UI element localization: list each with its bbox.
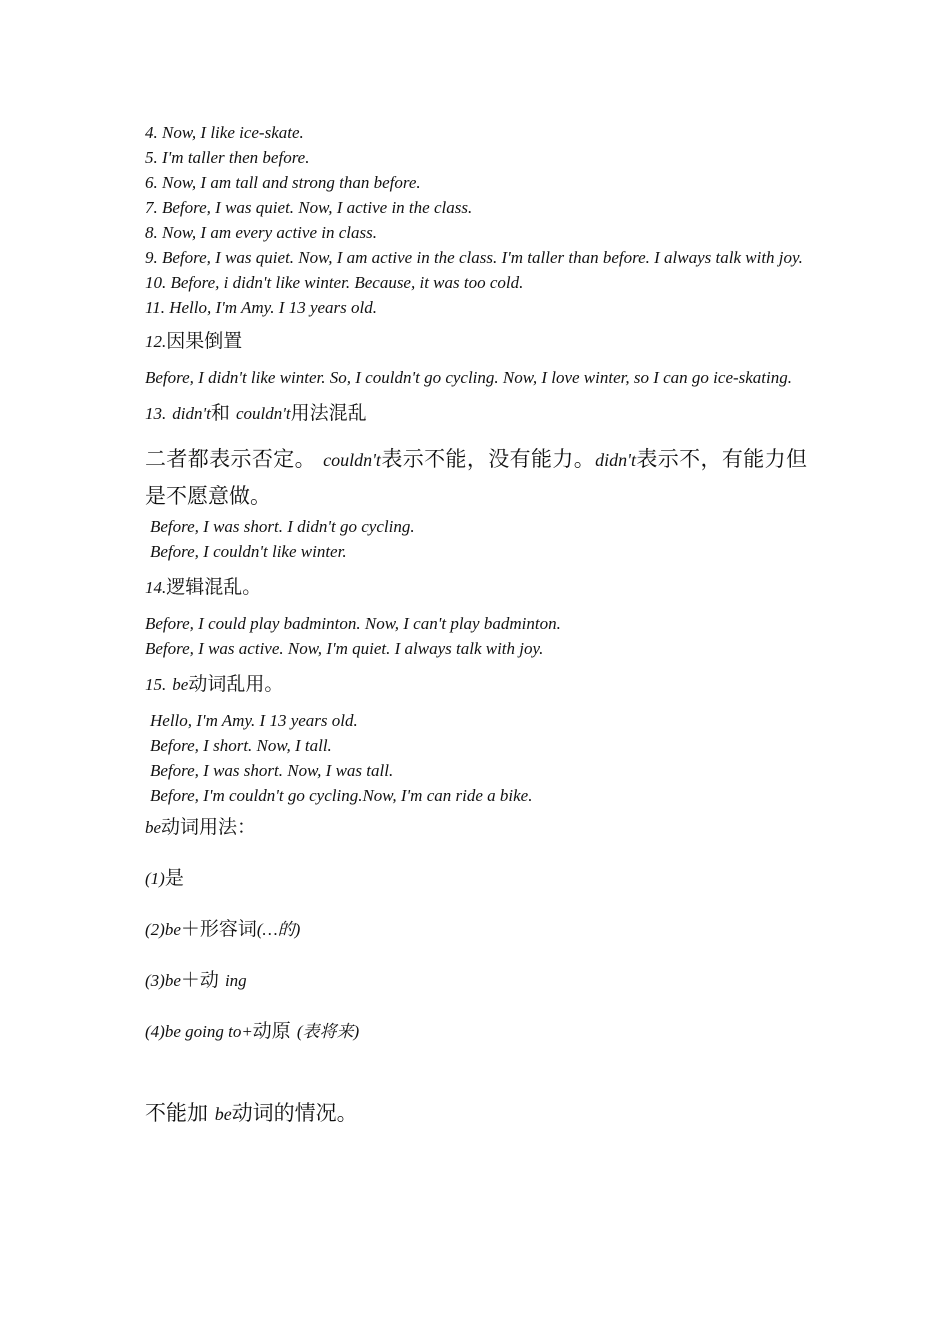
example-line: Before, I short. Now, I tall. <box>150 736 332 755</box>
usage-text: ＋动 <box>180 969 219 991</box>
keyword-couldnt: couldn't <box>323 450 381 470</box>
section-13-explanation <box>145 441 807 514</box>
list-item: 5. I'm taller then before. <box>145 148 310 167</box>
section-number: 15. <box>145 675 167 694</box>
list-item: 6. Now, I am tall and strong than before. <box>145 173 421 192</box>
section-12-example: Before, I didn't like winter. So, I couldn't go cycling. Now, I love winter, so I can go ice-skating. <box>145 368 793 387</box>
explanation-text: 表示不，有能力但是不愿意做。 <box>145 447 807 508</box>
usage-number: (2)be <box>145 920 181 939</box>
section-13-heading <box>145 400 807 427</box>
keyword-didnt: didn't <box>595 450 636 470</box>
section-title: 动词乱用。 <box>188 673 284 695</box>
usage-suffix: ing <box>224 971 247 990</box>
section-title: 逻辑混乱。 <box>166 576 262 598</box>
usage-text: 动原 <box>252 1020 291 1042</box>
keyword-be: be <box>145 818 162 837</box>
usage-number: (3)be <box>145 971 181 990</box>
example-line: Hello, I'm Amy. I 13 years old. <box>150 711 358 730</box>
example-line: Before, I'm couldn't go cycling.Now, I'm can ride a bike. <box>150 786 533 805</box>
keyword-be: be <box>214 1104 232 1124</box>
section-number: 14. <box>145 578 167 597</box>
section-14-heading <box>145 574 807 601</box>
list-item: 7. Before, I was quiet. Now, I active in the class. <box>145 198 473 217</box>
example-line: Before, I could play badminton. Now, I can't play badminton. <box>145 614 561 633</box>
keyword-couldnt: couldn't <box>235 404 291 423</box>
example-line: Before, I was active. Now, I'm quiet. I always talk with joy. <box>145 639 544 658</box>
keyword-didnt: didn't <box>172 404 211 423</box>
list-item: 8. Now, I am every active in class. <box>145 223 377 242</box>
usage-number: (1) <box>145 869 165 888</box>
connector-text: 和 <box>210 402 230 424</box>
usage-text: 是 <box>164 867 184 889</box>
explanation-text: 表示不能，没有能力。 <box>380 447 596 471</box>
usage-note: (表将来) <box>296 1022 360 1041</box>
usage-item-1 <box>145 865 807 892</box>
section-title: 用法混乱 <box>290 402 367 424</box>
list-item: 10. Before, i didn't like winter. Because, it was too cold. <box>145 273 524 292</box>
section-number: 12. <box>145 332 167 351</box>
final-heading <box>145 1095 807 1132</box>
section-title: 因果倒置 <box>166 330 243 352</box>
list-item: 11. Hello, I'm Amy. I 13 years old. <box>145 298 377 317</box>
usage-item-4 <box>145 1018 807 1045</box>
section-number: 13. <box>145 404 167 423</box>
be-usage-heading <box>145 814 807 841</box>
document-page <box>145 120 807 1132</box>
usage-note: (…的) <box>256 920 301 939</box>
example-line: Before, I was short. I didn't go cycling. <box>150 517 415 536</box>
example-line: Before, I couldn't like winter. <box>150 542 347 561</box>
final-text: 动词的情况。 <box>231 1101 358 1125</box>
example-line: Before, I was short. Now, I was tall. <box>150 761 394 780</box>
heading-text: 动词用法： <box>161 816 257 838</box>
explanation-text: 二者都表示否定。 <box>145 447 317 471</box>
keyword-be: be <box>172 675 189 694</box>
list-item: 9. Before, I was quiet. Now, I am active in the class. I'm taller than before. I always talk with joy. <box>145 248 803 267</box>
usage-text: ＋形容词 <box>180 918 257 940</box>
section-12-heading <box>145 328 807 355</box>
usage-item-3 <box>145 967 807 994</box>
list-item: 4. Now, I like ice-skate. <box>145 123 304 142</box>
section-15-heading <box>145 671 807 698</box>
usage-number: (4)be going to+ <box>145 1022 253 1041</box>
final-text: 不能加 <box>145 1101 208 1125</box>
usage-item-2 <box>145 916 807 943</box>
